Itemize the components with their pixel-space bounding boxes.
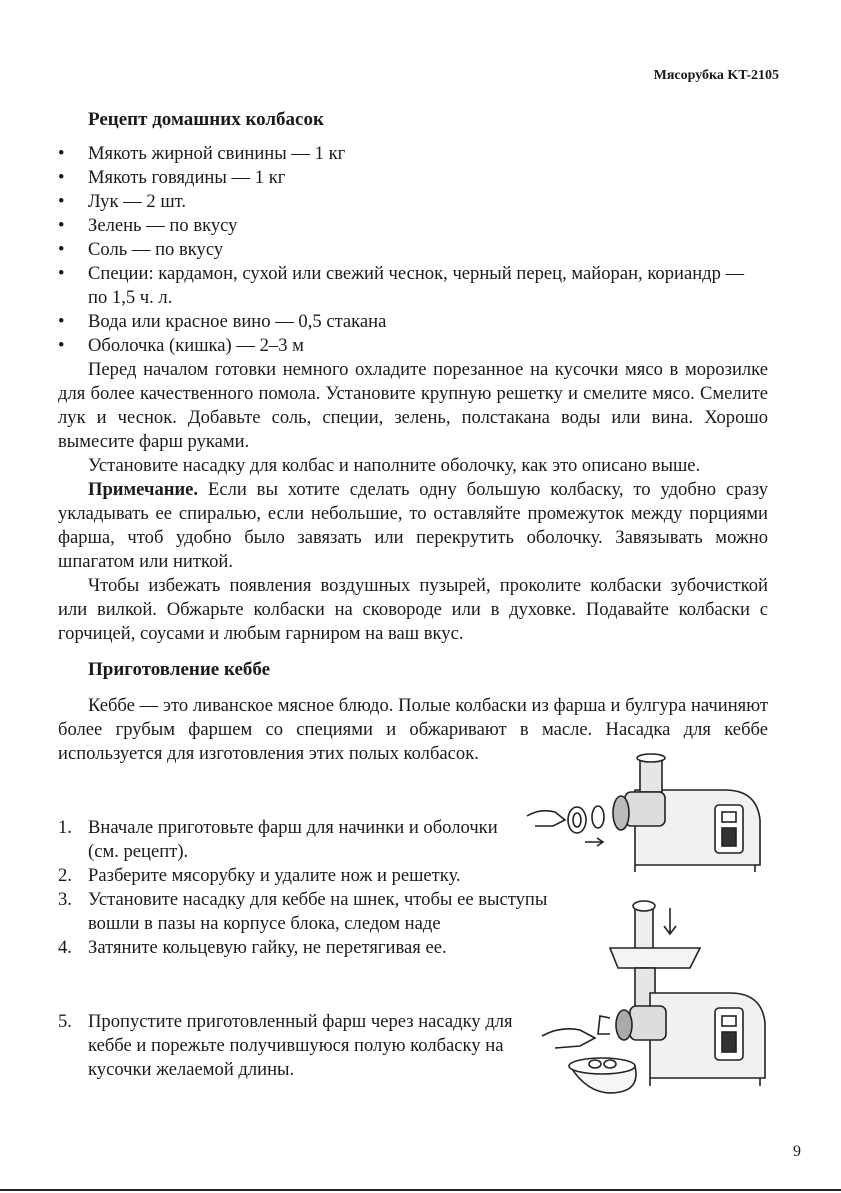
step-list [58, 1010, 528, 1082]
step-item: 5. Пропустите приготовленный фарш через насадку для кеббе и порежьте получившуюся полую колбаску на кусочки желаемой длины. [58, 1011, 513, 1080]
list-item: • Мякоть говядины — 1 кг [58, 167, 286, 188]
bullet-icon: • [58, 239, 65, 260]
kebbe-steps-a [58, 816, 548, 960]
page-header: Мясорубка KT-2105 [653, 68, 779, 83]
list-item: • Лук — 2 шт. [58, 191, 187, 212]
step-list [58, 816, 548, 960]
kebbe-steps-b [58, 1010, 528, 1082]
step-item: 1. Вначале приготовьте фарш для начинки и оболочки (см. рецепт). [58, 817, 498, 862]
mincer-with-pusher-illustration [540, 888, 785, 1098]
page-number: 9 [793, 1143, 801, 1160]
bullet-icon: • [58, 335, 65, 356]
bullet-icon: • [58, 191, 65, 212]
bullet-icon: • [58, 215, 65, 236]
paragraph: Перед началом готовки немного охладите порезанное на кусочки мясо в морозилке для более качественного помола. Установите крупную решетку и смелите мясо. Смелите лук и чеснок. Добавьте соль, специи, зелень, полстакана воды или вина. Хорошо вымесите фарш руками. [58, 359, 768, 452]
note-paragraph: Примечание. Если вы хотите сделать одну большую колбаску, то удобно сразу укладывать ее спиралью, если небольшие, то оставляйте промежуток между порциями фарша, чтоб удобно было завязать или перекрутить оболочку. Завязывать можно шпагатом или ниткой. [58, 479, 768, 572]
mincer-assembly-illustration [525, 750, 775, 880]
sausage-heading: Рецепт домашних колбасок [88, 109, 324, 130]
ingredient-list [58, 142, 768, 358]
bullet-icon: • [58, 263, 65, 284]
list-item: • Вода или красное вино — 0,5 стакана [58, 311, 387, 332]
kebbe-intro: Кеббе — это ливанское мясное блюдо. Полые колбаски из фарша и булгура начиняют более грубым фаршем со специями и обжаривают в масле. Насадка для кеббе используется для изготовления этих полых колбасок. [58, 695, 768, 764]
list-item: • Специи: кардамон, сухой или свежий чеснок, черный перец, майоран, кориандр — по 1,5 ч. л. [58, 263, 745, 308]
paragraph: Чтобы избежать появления воздушных пузырей, проколите колбаски зубочисткой или вилкой. Обжарьте колбаски на сковороде или в духовке. Подавайте колбаски с горчицей, соусами и любым гарниром на ваш вкус. [58, 575, 768, 644]
list-item: • Мякоть жирной свинины — 1 кг [58, 143, 346, 164]
bottom-rule [0, 1189, 841, 1191]
kebbe-heading: Приготовление кеббе [88, 659, 271, 680]
list-item: • Соль — по вкусу [58, 239, 224, 260]
step-item: 3. Установите насадку для кеббе на шнек, чтобы ее выступы вошли в пазы на корпусе блока, следом наде [58, 889, 548, 934]
bullet-icon: • [58, 311, 65, 332]
step-item: 4. Затяните кольцевую гайку, не перетягивая ее. [58, 937, 447, 958]
note-label: Примечание. [88, 479, 199, 500]
list-item: • Оболочка (кишка) — 2–3 м [58, 335, 304, 356]
kebbe-section [58, 658, 768, 682]
bullet-icon: • [58, 167, 65, 188]
step-item: 2. Разберите мясорубку и удалите нож и решетку. [58, 865, 461, 886]
bullet-icon: • [58, 143, 65, 164]
paragraph: Установите насадку для колбас и наполните оболочку, как это описано выше. [88, 455, 701, 476]
sausage-recipe [58, 108, 768, 646]
list-item: • Зелень — по вкусу [58, 215, 238, 236]
